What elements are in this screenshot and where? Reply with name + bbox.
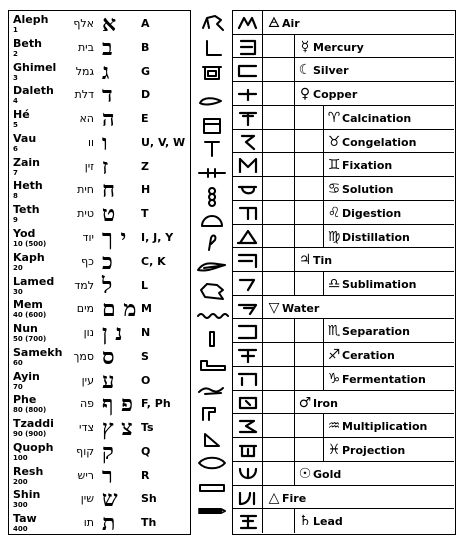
process-name: Ceration xyxy=(342,349,395,363)
letter-hebrew-name: פה xyxy=(79,397,94,411)
letter-glyph: ב xyxy=(102,34,113,61)
process-symbol-icon: ♐ xyxy=(327,347,341,364)
process-name: Digestion xyxy=(342,206,402,220)
alchemy-glyph-icon xyxy=(233,343,263,366)
process-symbol-icon: ♒ xyxy=(327,418,341,435)
letter-row xyxy=(9,34,190,61)
letter-glyph: ז xyxy=(102,153,109,180)
letter-number: 70 xyxy=(13,382,23,391)
cell-divider xyxy=(294,201,295,224)
fish-sign-icon xyxy=(195,256,229,278)
letter-number: 50 (700) xyxy=(13,335,47,344)
element-name: Air xyxy=(282,17,300,30)
element-symbol-icon: 🜁 xyxy=(267,15,281,31)
letter-hebrew-name: דלת xyxy=(74,88,94,102)
alchemy-glyph-icon xyxy=(233,130,263,153)
letter-row xyxy=(9,462,190,489)
process-entry xyxy=(326,346,395,364)
letter-hebrew-name: הא xyxy=(79,112,94,126)
process-symbol-icon: ♑ xyxy=(327,370,341,387)
metal-entry xyxy=(297,465,341,483)
cell-divider xyxy=(294,414,295,437)
letter-latin: Q xyxy=(141,444,151,458)
letter-hebrew-name: בית xyxy=(77,40,94,54)
metal-name: Lead xyxy=(313,515,343,529)
element-symbol-icon: △ xyxy=(268,489,280,506)
letter-latin: E xyxy=(141,112,149,126)
letter-number: 4 xyxy=(13,97,18,106)
staff-sign-icon xyxy=(195,232,229,254)
letter-glyph: ת xyxy=(102,510,116,537)
table-row xyxy=(233,414,454,438)
table-row xyxy=(233,201,454,225)
letter-hebrew-name: זין xyxy=(84,159,94,173)
cell-divider xyxy=(323,272,324,295)
alchemy-glyph-icon xyxy=(233,486,263,509)
cell-divider xyxy=(294,367,295,390)
letter-latin: U, V, W xyxy=(141,135,186,149)
letter-row xyxy=(9,417,190,441)
letter-hebrew-name: חית xyxy=(77,183,94,197)
letter-latin: M xyxy=(141,302,152,316)
letter-latin: Z xyxy=(141,159,149,173)
metal-name: Silver xyxy=(313,64,349,78)
letter-glyph: ל xyxy=(102,272,113,299)
process-name: Separation xyxy=(342,325,410,339)
process-symbol-icon: ♋ xyxy=(327,181,341,198)
alchemy-glyph-icon xyxy=(233,106,263,129)
cell-divider xyxy=(323,153,324,176)
letter-hebrew-name: טית xyxy=(77,207,94,221)
metal-symbol-icon: ♃ xyxy=(298,252,312,269)
beads-sign-icon xyxy=(195,185,229,207)
cell-divider xyxy=(294,153,295,176)
cell-divider xyxy=(294,225,295,248)
letter-hebrew-name: נון xyxy=(83,326,94,340)
cell-divider xyxy=(294,130,295,153)
table-row xyxy=(233,35,454,59)
letter-latin: F, Ph xyxy=(141,397,171,411)
letter-glyph: ר xyxy=(102,462,113,489)
cell-divider xyxy=(323,177,324,200)
letter-row xyxy=(9,179,190,203)
letter-latin: L xyxy=(141,278,149,292)
process-entry xyxy=(326,370,426,388)
letter-glyph: צ ץ xyxy=(102,415,133,442)
letter-row xyxy=(9,129,190,156)
letter-name: Tzaddi xyxy=(13,417,54,431)
letter-hebrew-name: עין xyxy=(81,373,94,387)
letter-hebrew-name: קוף xyxy=(76,444,94,458)
process-symbol-icon: ♎ xyxy=(327,276,341,292)
letter-name: Heth xyxy=(13,179,43,193)
table-row xyxy=(233,486,454,510)
metal-name: Iron xyxy=(313,396,338,410)
element-entry xyxy=(266,489,306,507)
letter-number: 8 xyxy=(13,192,18,201)
triangle-sign-icon xyxy=(195,428,229,450)
metal-entry xyxy=(297,38,364,56)
process-entry xyxy=(326,275,416,293)
letter-glyph: ט xyxy=(102,201,116,228)
metal-symbol-icon: ☿ xyxy=(300,38,310,55)
alchemy-glyph-icon xyxy=(233,319,263,342)
process-entry xyxy=(326,417,427,435)
letter-latin: O xyxy=(141,373,151,387)
alchemy-glyph-icon xyxy=(233,272,263,295)
metal-symbol-icon: ♀ xyxy=(299,86,311,103)
letter-number: 6 xyxy=(13,144,18,153)
letter-glyph: א xyxy=(102,11,117,37)
process-entry xyxy=(326,156,392,174)
cell-divider xyxy=(323,367,324,390)
letter-latin: C, K xyxy=(141,254,166,268)
letter-name: Beth xyxy=(13,36,42,50)
alchemy-glyph-icon xyxy=(233,201,263,224)
alchemy-glyph-icon xyxy=(233,35,263,58)
letter-glyph: ד xyxy=(102,82,113,109)
alchemy-glyph-icon xyxy=(233,11,263,34)
letter-latin: I, J, Y xyxy=(141,230,174,244)
hebrew-alphabet-panel xyxy=(8,10,191,535)
letter-glyph: ח xyxy=(102,177,116,204)
letter-glyph: כ xyxy=(102,248,113,275)
letter-name: Daleth xyxy=(13,84,54,98)
letter-name: Resh xyxy=(13,464,44,478)
letter-number: 30 xyxy=(13,287,23,296)
letter-glyph: מ ם xyxy=(102,296,137,323)
element-name: Water xyxy=(282,301,320,315)
cell-divider xyxy=(323,201,324,224)
letter-row xyxy=(9,512,190,536)
letter-row xyxy=(9,322,190,346)
table-row xyxy=(233,391,454,415)
metal-name: Gold xyxy=(313,467,342,481)
letter-number: 9 xyxy=(13,216,18,225)
letter-latin: Sh xyxy=(141,492,157,506)
letter-latin: R xyxy=(141,468,150,482)
letter-row xyxy=(9,393,190,417)
bird-sign-icon xyxy=(195,12,229,34)
owl-sign-icon xyxy=(195,280,229,302)
arrow-bar-sign-icon xyxy=(195,500,229,522)
letter-hebrew-name: תו xyxy=(83,516,94,530)
letter-number: 10 (500) xyxy=(13,239,47,248)
cell-divider xyxy=(294,106,295,129)
mouth-sign-icon xyxy=(195,452,229,474)
letter-glyph: ג xyxy=(102,58,110,85)
cell-divider xyxy=(294,248,295,271)
letter-name: Yod xyxy=(13,226,36,240)
letter-number: 7 xyxy=(13,168,18,177)
table-row xyxy=(233,130,454,154)
metal-symbol-icon: ☉ xyxy=(298,465,312,482)
alchemy-glyph-icon xyxy=(233,296,263,319)
letter-name: Phe xyxy=(13,393,37,407)
letter-latin: A xyxy=(141,17,150,30)
cell-divider xyxy=(294,82,295,105)
letter-hebrew-name: וו xyxy=(88,135,94,149)
table-row xyxy=(233,509,454,533)
letter-number: 5 xyxy=(13,121,18,130)
letter-name: Teth xyxy=(13,203,40,217)
cell-divider xyxy=(294,177,295,200)
letter-latin: G xyxy=(141,64,151,78)
letter-number: 200 xyxy=(13,477,28,486)
letter-hebrew-name: ריש xyxy=(77,468,94,482)
letter-latin: Th xyxy=(141,516,157,530)
pillar-sign-icon xyxy=(195,328,229,350)
alchemy-glyph-icon xyxy=(233,391,263,414)
letter-hebrew-name: למד xyxy=(74,278,94,292)
letter-name: Nun xyxy=(13,322,38,336)
process-name: Projection xyxy=(342,444,406,458)
letter-number: 1 xyxy=(13,26,18,34)
table-row xyxy=(233,106,454,130)
cell-divider xyxy=(294,272,295,295)
table-row xyxy=(233,367,454,391)
letter-glyph: ע xyxy=(102,367,115,394)
letter-latin: B xyxy=(141,40,150,54)
letter-row xyxy=(9,298,190,322)
process-entry xyxy=(326,109,411,127)
letter-latin: D xyxy=(141,88,151,102)
letter-number: 60 xyxy=(13,358,23,367)
alchemy-glyph-icon xyxy=(233,58,263,81)
cell-divider xyxy=(294,319,295,342)
cell-divider xyxy=(323,414,324,437)
table-row xyxy=(233,177,454,201)
cell-divider xyxy=(323,130,324,153)
element-name: Fire xyxy=(282,491,307,505)
letter-row xyxy=(9,367,190,394)
letter-name: Lamed xyxy=(13,274,55,288)
letter-number: 90 (900) xyxy=(13,430,47,439)
eye-sign-icon xyxy=(195,90,229,112)
metal-name: Copper xyxy=(313,88,358,102)
letter-name: Samekh xyxy=(13,345,63,359)
letter-glyph: ו xyxy=(102,129,108,156)
process-symbol-icon: ♓ xyxy=(327,442,341,459)
serpent-sign-icon xyxy=(195,378,229,400)
process-entry xyxy=(326,133,416,151)
letter-glyph: ס xyxy=(102,343,115,370)
cell-divider xyxy=(294,391,295,414)
process-name: Solution xyxy=(342,183,394,197)
letter-glyph: ק xyxy=(102,438,114,465)
cell-divider xyxy=(294,343,295,366)
letter-name: Ayin xyxy=(13,369,40,383)
letter-hebrew-name: יוד xyxy=(82,230,94,244)
pictograph-column xyxy=(195,10,229,535)
metal-entry xyxy=(297,251,332,269)
table-row xyxy=(233,248,454,272)
table-row xyxy=(233,296,454,320)
alchemy-glyph-icon xyxy=(233,462,263,485)
letter-number: 20 xyxy=(13,263,23,272)
process-symbol-icon: ♍ xyxy=(327,228,341,245)
letter-row xyxy=(9,488,190,512)
process-name: Congelation xyxy=(342,135,417,149)
letter-name: Kaph xyxy=(13,250,45,264)
letter-number: 40 (600) xyxy=(13,311,47,320)
letter-number: 80 (800) xyxy=(13,406,47,415)
element-entry xyxy=(266,299,319,317)
metal-entry xyxy=(297,61,349,79)
element-entry xyxy=(266,14,300,32)
step-sign-icon xyxy=(195,353,229,375)
cell-divider xyxy=(294,462,295,485)
letter-row xyxy=(9,153,190,180)
letter-hebrew-name: צדי xyxy=(79,421,94,435)
table-row xyxy=(233,82,454,106)
alchemy-glyph-icon xyxy=(233,248,263,271)
process-name: Distillation xyxy=(342,230,410,244)
letter-name: Quoph xyxy=(13,440,54,454)
letter-latin: T xyxy=(141,207,149,221)
table-row xyxy=(233,438,454,462)
metal-symbol-icon: ☾ xyxy=(298,62,312,79)
alchemy-table xyxy=(232,10,456,535)
letter-row xyxy=(9,108,190,132)
alchemy-glyph-icon xyxy=(233,177,263,200)
letter-row xyxy=(9,248,190,275)
letter-row xyxy=(9,343,190,370)
process-entry xyxy=(326,228,410,246)
letter-hebrew-name: שין xyxy=(80,492,94,506)
letter-row xyxy=(9,224,190,251)
letter-latin: N xyxy=(141,326,151,340)
letter-name: Zain xyxy=(13,155,41,169)
cell-divider xyxy=(323,225,324,248)
letter-row xyxy=(9,58,190,85)
table-row xyxy=(233,11,454,35)
table-row xyxy=(233,153,454,177)
letter-number: 100 xyxy=(13,453,28,462)
cell-divider xyxy=(323,319,324,342)
letter-hebrew-name: כף xyxy=(81,254,94,268)
water-wave-icon xyxy=(195,304,229,326)
letter-name: Hé xyxy=(13,108,30,122)
alchemy-glyph-icon xyxy=(233,414,263,437)
vessel-sign-icon xyxy=(195,62,229,84)
process-name: Fermentation xyxy=(342,372,426,386)
letter-number: 2 xyxy=(13,49,18,58)
letter-number: 300 xyxy=(13,501,28,510)
process-symbol-icon: ♌ xyxy=(327,204,341,221)
letter-row xyxy=(9,203,190,227)
cell-divider xyxy=(323,438,324,461)
table-row xyxy=(233,58,454,82)
hook-sign-icon xyxy=(195,402,229,424)
letter-name: Vau xyxy=(13,131,37,145)
process-symbol-icon: ♈ xyxy=(327,109,341,126)
dome-sign-icon xyxy=(195,208,229,230)
cell-divider xyxy=(294,509,295,533)
letter-row xyxy=(9,272,190,299)
process-entry xyxy=(326,322,410,340)
angle-sign-icon xyxy=(195,38,229,60)
letter-glyph: נ ן xyxy=(102,320,123,347)
process-entry xyxy=(326,441,405,459)
letter-name: Mem xyxy=(13,298,43,312)
letter-row xyxy=(9,84,190,108)
alchemy-glyph-icon xyxy=(233,509,263,533)
metal-symbol-icon: ♂ xyxy=(298,394,312,411)
process-symbol-icon: ♊ xyxy=(327,157,341,174)
cell-divider xyxy=(323,106,324,129)
alchemy-glyph-icon xyxy=(233,225,263,248)
letter-name: Taw xyxy=(13,512,37,526)
process-name: Multiplication xyxy=(342,420,428,434)
metal-entry xyxy=(297,85,357,103)
letter-hebrew-name: סמך xyxy=(73,349,94,363)
cell-divider xyxy=(323,343,324,366)
letter-hebrew-name: אלף xyxy=(73,17,94,30)
letter-latin: H xyxy=(141,183,151,197)
letter-number: 400 xyxy=(13,525,28,534)
letter-glyph: ה xyxy=(102,106,115,133)
metal-entry xyxy=(297,394,338,412)
letter-glyph: ש xyxy=(102,486,118,513)
letter-name: Ghimel xyxy=(13,60,57,74)
process-entry xyxy=(326,204,401,222)
table-row xyxy=(233,225,454,249)
metal-name: Mercury xyxy=(313,40,364,54)
cell-divider xyxy=(294,438,295,461)
metal-name: Tin xyxy=(313,254,333,268)
letter-hebrew-name: מים xyxy=(76,302,94,316)
letter-name: Aleph xyxy=(13,13,49,26)
arrow-sign-icon xyxy=(195,162,229,184)
letter-row xyxy=(9,13,190,37)
letter-number: 3 xyxy=(13,73,18,82)
cell-divider xyxy=(294,35,295,58)
metal-symbol-icon: ♄ xyxy=(298,513,312,530)
box-sign-icon xyxy=(195,115,229,137)
process-name: Sublimation xyxy=(342,278,417,291)
alchemy-glyph-icon xyxy=(233,153,263,176)
letter-latin: S xyxy=(141,349,149,363)
alchemy-glyph-icon xyxy=(233,82,263,105)
process-symbol-icon: ♏ xyxy=(327,323,341,340)
letter-row xyxy=(9,438,190,465)
element-symbol-icon: ▽ xyxy=(268,299,280,316)
table-row xyxy=(233,343,454,367)
process-name: Fixation xyxy=(342,159,393,173)
letter-latin: Ts xyxy=(141,421,154,435)
letter-glyph: פ ף xyxy=(102,391,134,418)
process-entry xyxy=(326,180,394,198)
alchemy-glyph-icon xyxy=(233,367,263,390)
metal-entry xyxy=(297,512,343,530)
bar-sign-icon xyxy=(195,477,229,499)
process-name: Calcination xyxy=(342,111,412,125)
letter-hebrew-name: גמל xyxy=(75,64,94,78)
alchemy-glyph-icon xyxy=(233,438,263,461)
table-row xyxy=(233,319,454,343)
table-row xyxy=(233,272,454,296)
post-sign-icon xyxy=(195,138,229,160)
process-symbol-icon: ♉ xyxy=(327,133,341,150)
letter-name: Shin xyxy=(13,488,41,502)
letter-glyph: י ך xyxy=(102,224,127,251)
table-row xyxy=(233,462,454,486)
cell-divider xyxy=(294,58,295,81)
